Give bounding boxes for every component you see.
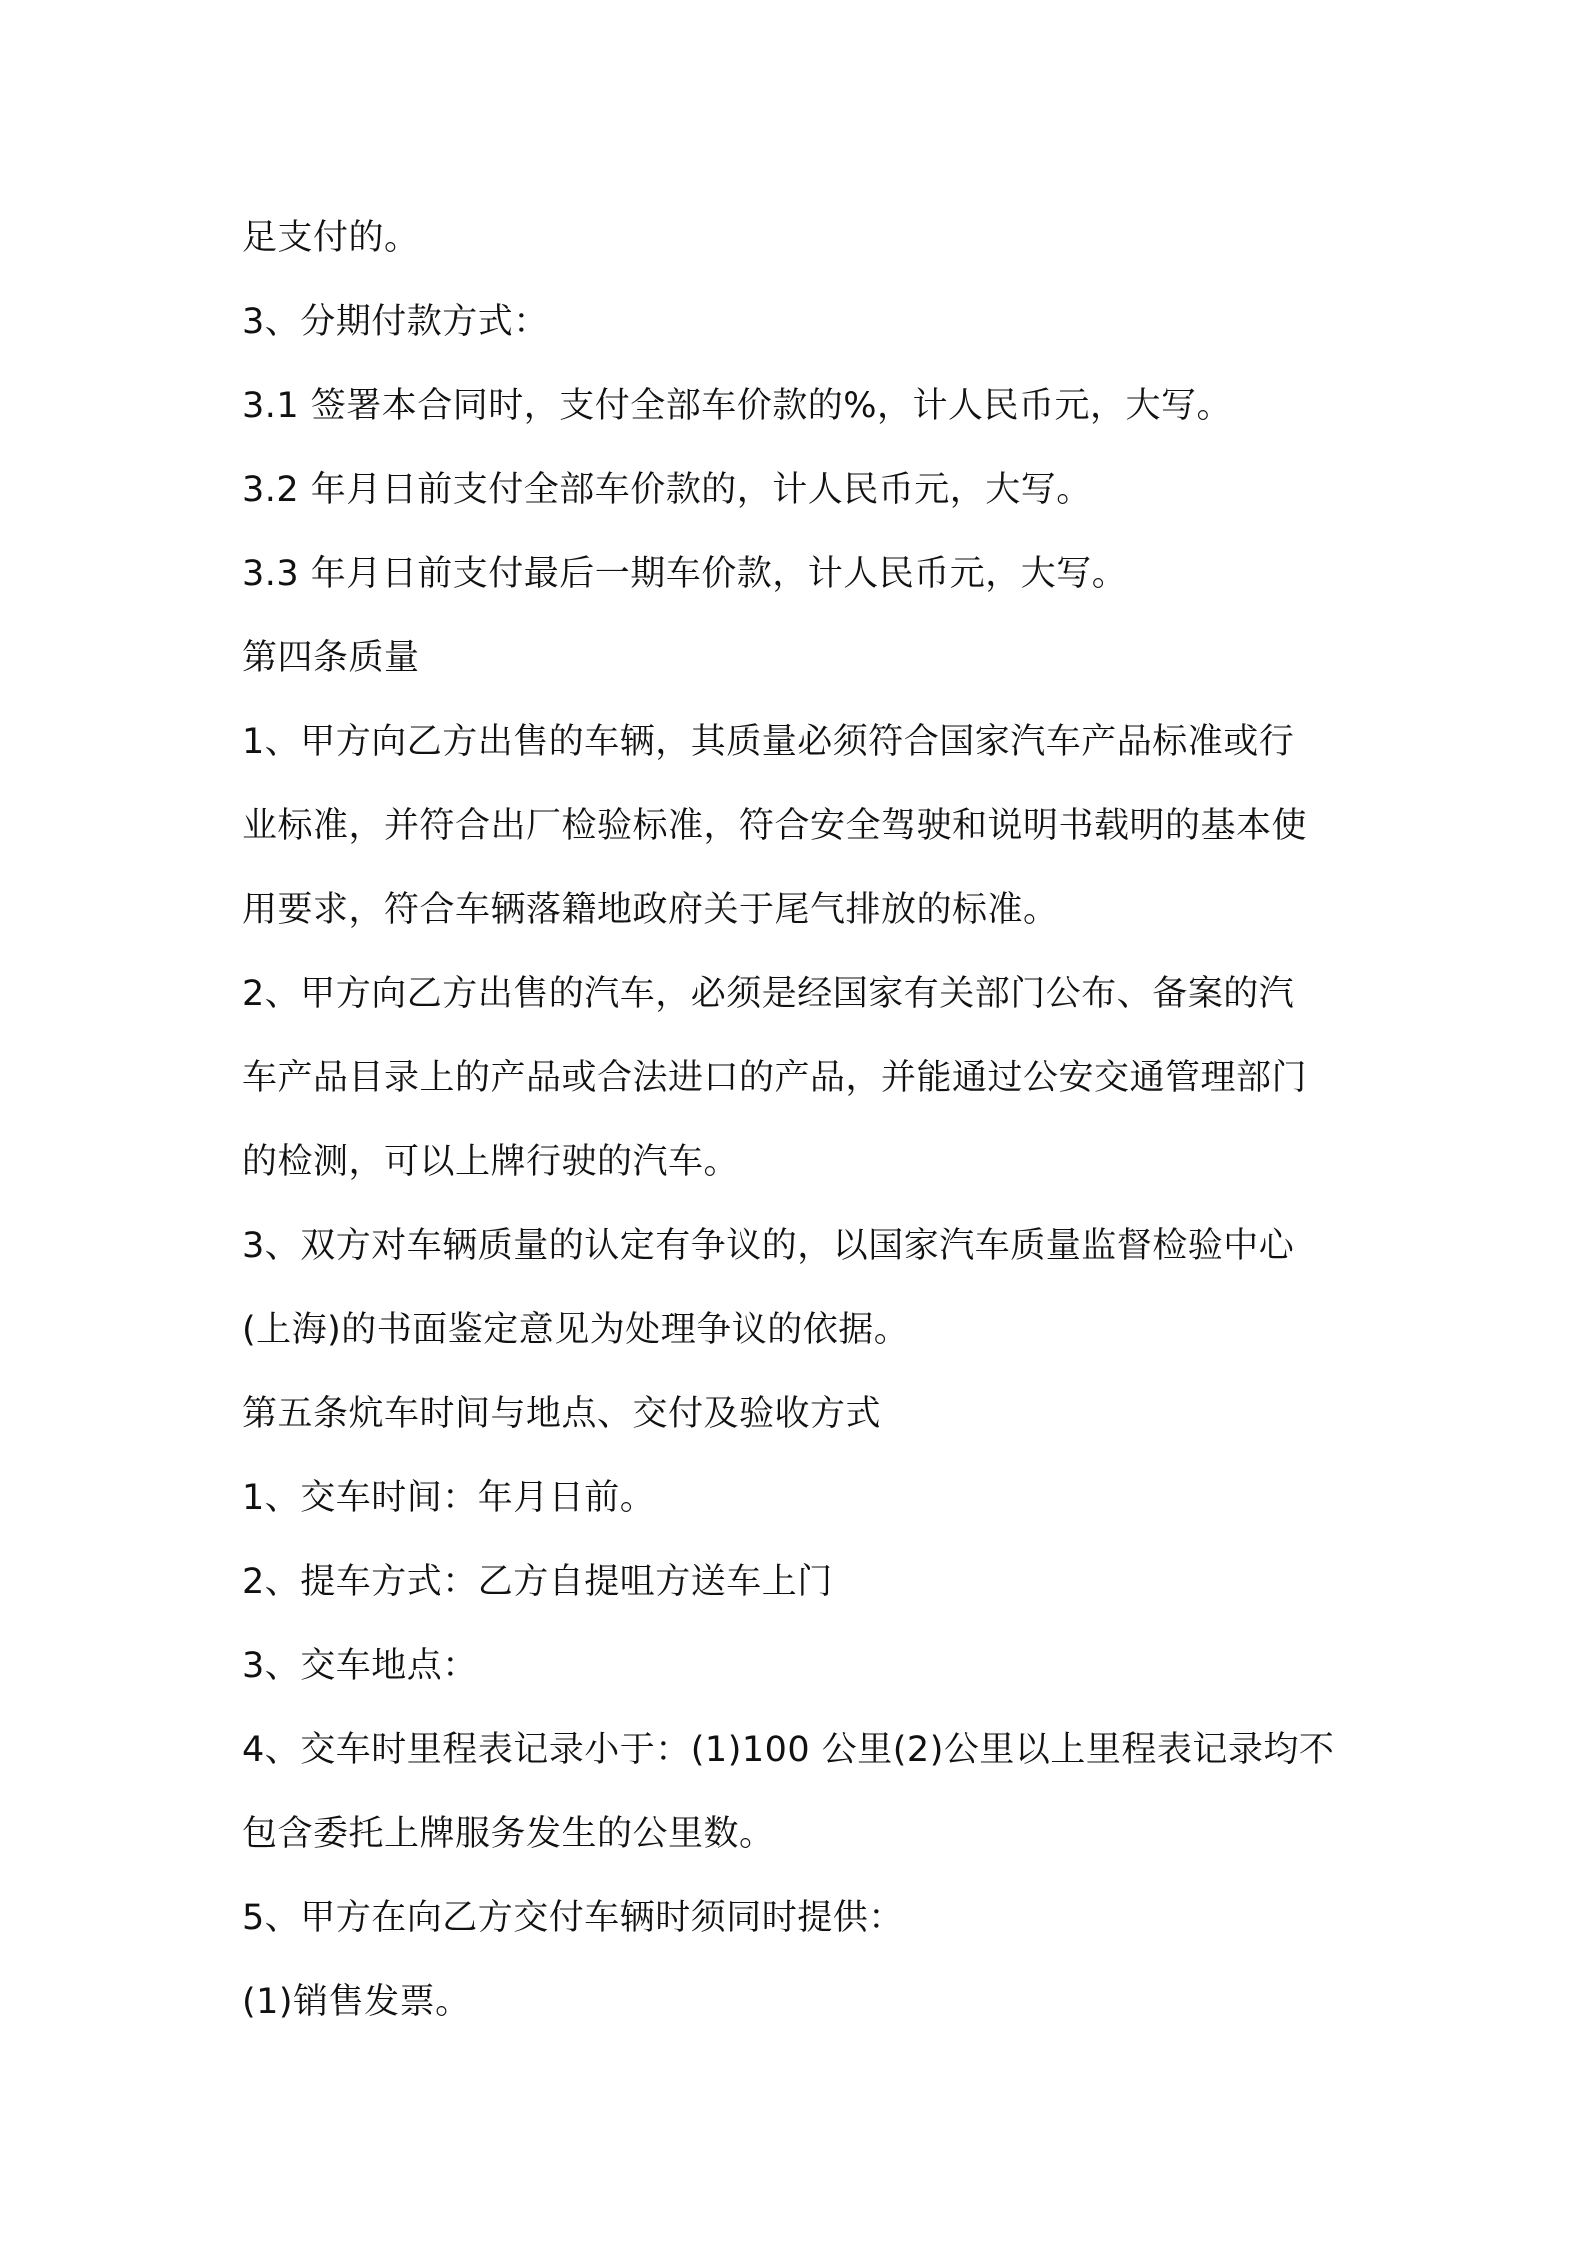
- text-line: 3、双方对车辆质量的认定有争议的，以国家汽车质量监督检验中心: [242, 1226, 1295, 1266]
- text-line: 3.2 年月日前支付全部车价款的，计人民币元，大写。: [242, 470, 1092, 510]
- text-line: 3、分期付款方式：: [242, 302, 549, 342]
- section-heading: 第五条炕车时间与地点、交付及验收方式: [242, 1394, 882, 1434]
- text-line: 的检测，可以上牌行驶的汽车。: [242, 1142, 740, 1182]
- text-line: (1)销售发票。: [242, 1982, 471, 2022]
- text-line: 1、甲方向乙方出售的车辆，其质量必须符合国家汽车产品标准或行: [242, 722, 1295, 762]
- text-line: 2、提车方式：乙方自提咀方送车上门: [242, 1562, 833, 1602]
- text-line: (上海)的书面鉴定意见为处理争议的依据。: [242, 1310, 910, 1350]
- text-line: 车产品目录上的产品或合法进口的产品，并能通过公安交通管理部门: [242, 1058, 1308, 1098]
- text-line: 1、交车时间：年月日前。: [242, 1478, 656, 1518]
- text-line: 3、交车地点：: [242, 1646, 478, 1686]
- text-line: 足支付的。: [242, 218, 420, 258]
- text-line: 5、甲方在向乙方交付车辆时须同时提供：: [242, 1898, 904, 1938]
- text-line: 包含委托上牌服务发生的公里数。: [242, 1814, 775, 1854]
- text-line: 4、交车时里程表记录小于：(1)100 公里(2)公里以上里程表记录均不: [242, 1730, 1335, 1770]
- text-line: 2、甲方向乙方出售的汽车，必须是经国家有关部门公布、备案的汽: [242, 974, 1295, 1014]
- section-heading: 第四条质量: [242, 638, 420, 678]
- document-body: [242, 196, 1362, 2044]
- text-line: 3.3 年月日前支付最后一期车价款，计人民币元，大写。: [242, 554, 1128, 594]
- text-line: 用要求，符合车辆落籍地政府关于尾气排放的标准。: [242, 890, 1059, 930]
- text-line: 3.1 签署本合同时，支付全部车价款的%，计人民币元，大写。: [242, 386, 1233, 426]
- text-line: 业标准，并符合出厂检验标准，符合安全驾驶和说明书载明的基本使: [242, 806, 1308, 846]
